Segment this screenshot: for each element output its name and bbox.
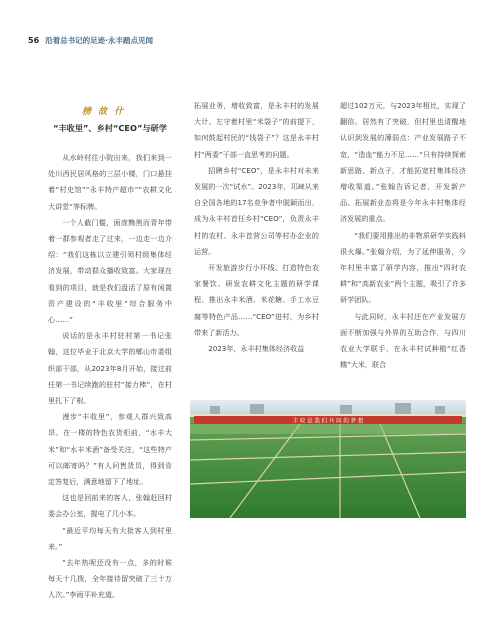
- paragraph: 从水岭村往小院出来，我们来到一处川西民居风格的三层小楼，门口悬挂着“村史馆”“永丰特产超市”“农耕文化大讲堂”等标牌。: [48, 153, 172, 211]
- paragraph: 超过102万元，与2023年相比，实现了翻倍。居然有了突破，但村里也清醒地认识到发展的薄弱点：产业发展路子不宽，“造血”能力不足……“只有持续探索新思路、新点子，才能拓宽村集体经济增收渠道。”张翰告诉记者，开发新产品、拓展新业态将是今年永丰村集体经济发展的重点。: [340, 101, 466, 224]
- rice-field-photo: [190, 400, 466, 518]
- paragraph: 2023年，永丰村集体经济收益: [208, 344, 305, 354]
- paragraph: “我们要用推出的非物质研学实践料很火爆。”张翰介绍，为了延伸服务，今年村里丰富了研学内容，推出“四时农耕”和“高新农业”两个主题，吸引了许多研学团队。: [340, 230, 466, 305]
- paragraph: 一个人截门槛，面庞黝黑而青年带着一群参观者走了过来，一边走一边介绍：“我们这栋以立建引领村级集体经济发展，带动群众播收致富。大家现在看到的项目，就是我们盘活了原有闲置资产建设的“丰收里”综合服务中心……”: [48, 217, 172, 325]
- text-column-1: [48, 150, 172, 604]
- page-number: 56: [28, 35, 40, 45]
- text-column-3: [340, 98, 466, 373]
- paragraph: 说话的是永丰村驻村第一书记张翰，这位毕业于北京大学的郫山市委组织部干部，从2023年8月开始，接过前任第一书记续跑的驻村“接力棒”，在村里扎下了根。: [48, 331, 172, 406]
- paragraph: 招聘乡村“CEO”，是永丰村对未来发展的一次“试水”。2023年，邛崃从来自全国各地的17名竞争者中脱颖而出，成为永丰村首任乡村“CEO”，负责永丰村的农村、永丰首营公司等村办企业的运营。: [194, 165, 319, 256]
- byline: 榜 故 什: [82, 107, 126, 117]
- paragraph: “去年热呢还没有一点，多的时候每天十几拨，全年接待留突破了三十万人次。”李雨平补充道。: [48, 558, 172, 600]
- section-title: 沿着总书记的足迹·永丰踏点见闻: [45, 35, 153, 45]
- paragraph: 拓展业务，增收致富，是永丰村的发展大计。左守着村里“米袋子”的前提下，如何鼓起村民的“钱袋子”？这是永丰村村“两委”干部一直思考的问题。: [194, 101, 319, 159]
- photo-signage: 丰 收 是 我 们 共 同 的 梦 想: [292, 418, 364, 425]
- paragraph: 与此同时，永丰村还在产业发展方面不断加强与外界的互助合作，与四川农业大学联手，在永丰村试种植“红香糯”大米，联合: [340, 311, 466, 370]
- paragraph: 开发旅游步行小环线、打造特色农家餐饮、研发农耕文化主题的研学课程、推出永丰米酒、米花糖、手工水豆腐等特色产品……“CEO”进村，为乡村带来了新活力。: [194, 263, 319, 337]
- paragraph: 这也是回前来的客人，张翰赶回村委会办公室，握电了几小本。: [48, 493, 172, 519]
- page-header: [28, 33, 153, 47]
- paragraph: “最近平均每天有大批客人到村里来。”: [48, 525, 172, 551]
- paragraph: 漫步“丰收里”，参观人群兴致高昂。在一楼的特色农货柜前，“水丰大米”和“水丰米酒”备受关注，“这些特产可以邮寄吗？”有人问售货员，得到肯定答复后，满意地留下了地址。: [48, 412, 172, 487]
- article-headline: “丰收里”、乡村“CEO”与研学: [53, 123, 167, 133]
- text-column-2: [194, 98, 319, 357]
